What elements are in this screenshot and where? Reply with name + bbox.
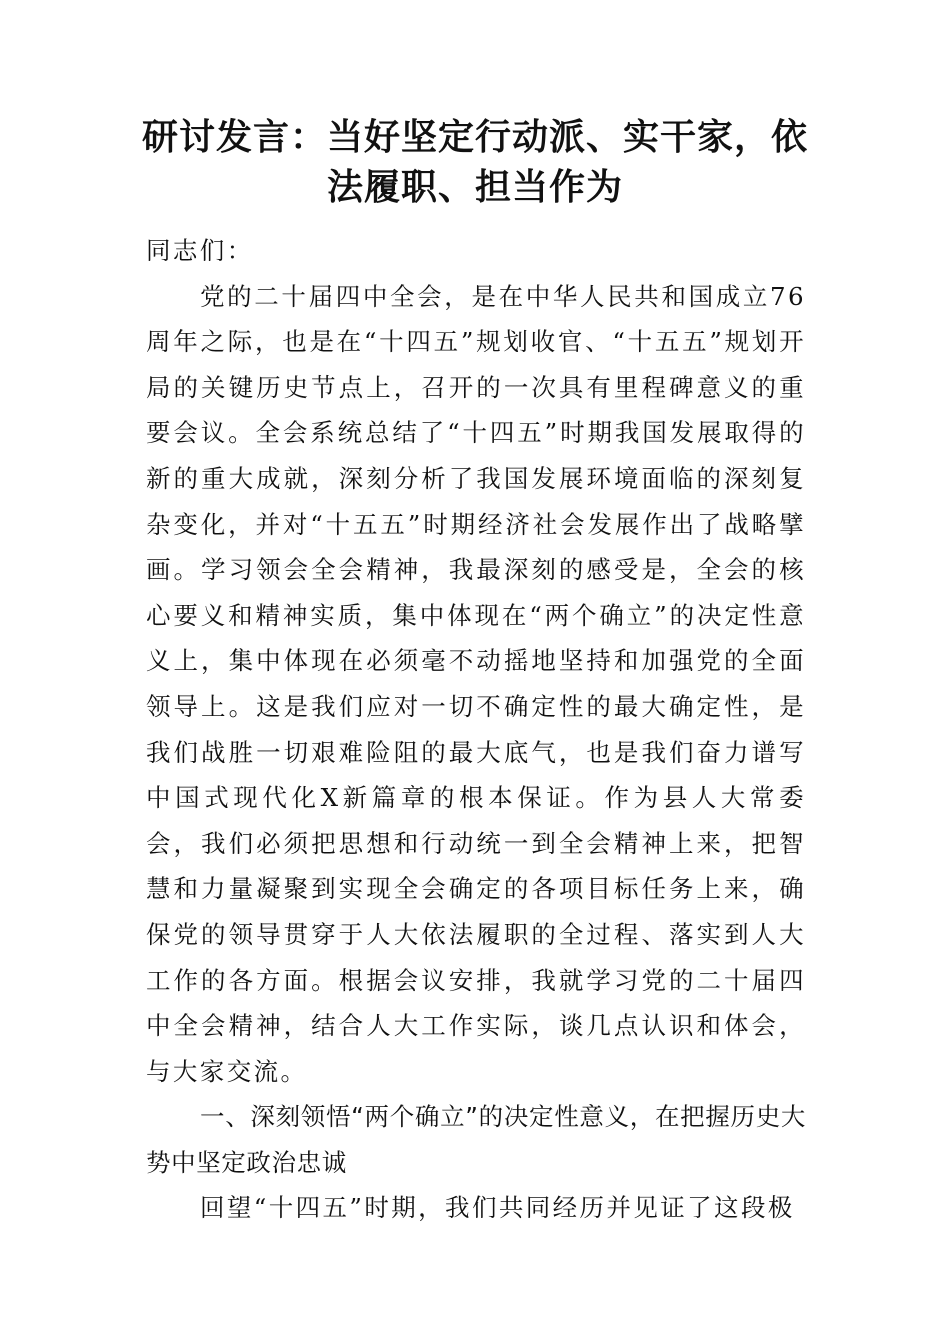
document-title: 研讨发言：当好坚定行动派、实干家，依法履职、担当作为	[141, 116, 808, 208]
body-paragraph: 党的二十届四中全会，是在中华人民共和国成立76周年之际，也是在“十四五”规划收官、“十五五”规划开局的关键历史节点上，召开的一次具有里程碑意义的重要会议。全会系统总结了“十四五”时期我国发展取得的新的重大成就，深刻分析了我国发展环境面临的深刻复杂变化，并对“十五五”时期经济社会发展作出了战略擘画。学习领会全会精神，我最深刻的感受是，全会的核心要义和精神实质，集中体现在“两个确立”的决定性意义上，集中体现在必须毫不动摇地坚持和加强党的全面领导上。这是我们应对一切不确定性的最大确定性，是我们战胜一切艰难险阻的最大底气，也是我们奋力谱写中国式现代化X新篇章的根本保证。作为县人大常委会，我们必须把思想和行动统一到全会精神上来，把智慧和力量凝聚到实现全会确定的各项目标任务上来，确保党的领导贯穿于人大依法履职的全过程、落实到人大工作的各方面。根据会议安排，我就学习党的二十届四中全会精神，结合人大工作实际，谈几点认识和体会，与大家交流。	[146, 281, 806, 1086]
document-body	[146, 228, 806, 1231]
body-paragraph: 回望“十四五”时期，我们共同经历并见证了这段极	[200, 1193, 795, 1223]
salutation: 同志们：	[146, 236, 254, 265]
section-heading: 一、深刻领悟“两个确立”的决定性意义，在把握历史大势中坚定政治忠诚	[146, 1102, 806, 1177]
